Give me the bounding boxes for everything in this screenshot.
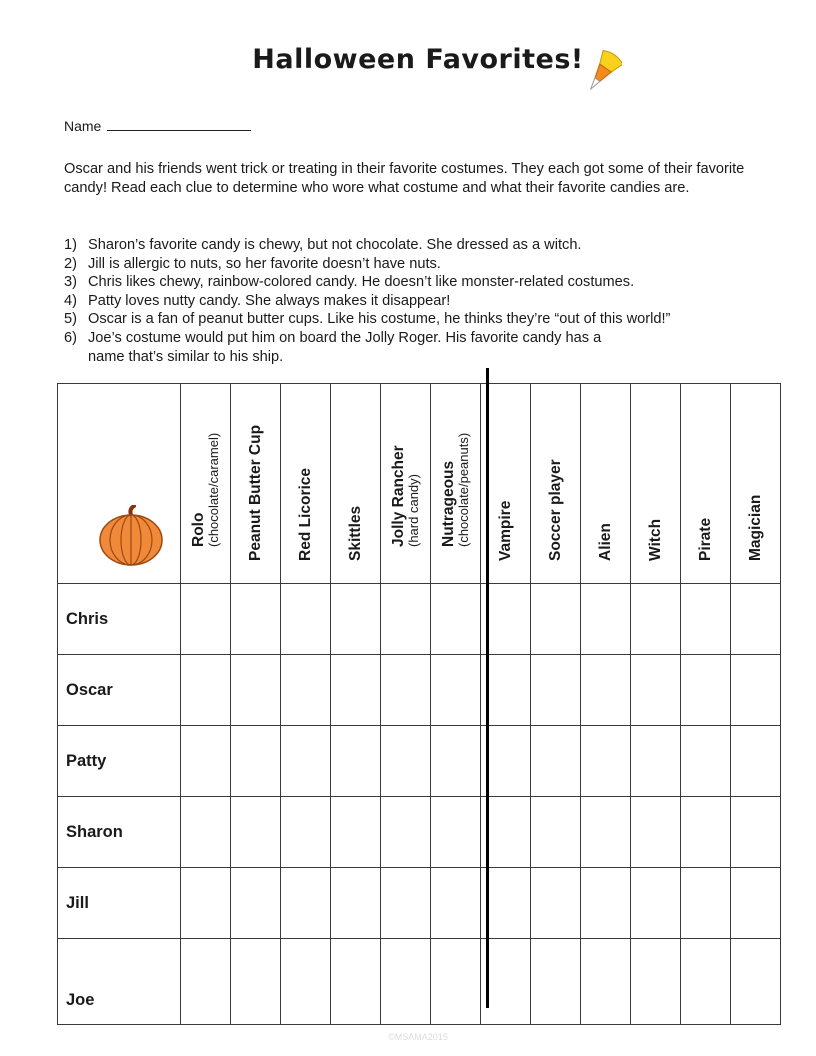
grid-cell[interactable] [281,797,331,868]
row-label: Oscar [58,655,181,726]
grid-cell[interactable] [181,584,231,655]
grid-cell[interactable] [631,868,681,939]
table-row [58,939,781,1025]
clue-item: 3) Chris likes chewy, rainbow-colored candy. He doesn’t like monster-related costumes. [64,274,635,291]
grid-cell[interactable] [331,726,381,797]
grid-cell[interactable] [681,939,731,1025]
column-header: Jolly Rancher (hard candy) [381,384,431,584]
clue-item: 1) Sharon’s favorite candy is chewy, but not chocolate. She dressed as a witch. [64,237,582,253]
grid-cell[interactable] [531,726,581,797]
grid-cell[interactable] [431,584,481,655]
candy-costume-divider [486,368,489,1008]
grid-cell[interactable] [331,939,381,1025]
table-row [58,584,781,655]
table-row [58,868,781,939]
grid-cell[interactable] [181,726,231,797]
grid-cell[interactable] [581,868,631,939]
grid-cell[interactable] [431,939,481,1025]
grid-cell[interactable] [731,868,781,939]
grid-cell[interactable] [581,797,631,868]
grid-cell[interactable] [281,655,331,726]
page-title: Halloween Favorites! [252,44,584,75]
name-label: Name [64,118,102,134]
grid-cell[interactable] [331,868,381,939]
row-label: Joe [58,939,181,1025]
grid-cell[interactable] [181,939,231,1025]
clue-item: 5) Oscar is a fan of peanut butter cups. Like his costume, he thinks they’re “out of this world!” [64,311,671,328]
row-label: Chris [58,584,181,655]
grid-cell[interactable] [181,797,231,868]
grid-cell[interactable] [381,726,431,797]
name-blank-line[interactable] [107,118,251,131]
grid-cell[interactable] [331,797,381,868]
grid-cell[interactable] [381,868,431,939]
watermark: ©MSAMA2015 [388,1032,448,1042]
candy-corn-icon [582,50,622,96]
grid-cell[interactable] [231,939,281,1025]
pumpkin-icon [98,505,164,567]
grid-cell[interactable] [681,797,731,868]
row-label: Jill [58,868,181,939]
grid-cell[interactable] [181,868,231,939]
row-label: Patty [58,726,181,797]
column-header: Magician [731,384,781,584]
column-header: Witch [631,384,681,584]
column-header: Rolo (chocolate/caramel) [181,384,231,584]
grid-cell[interactable] [531,939,581,1025]
column-header: Vampire [481,384,531,584]
column-header: Red Licorice [281,384,331,584]
grid-cell[interactable] [681,726,731,797]
table-row [58,655,781,726]
grid-cell[interactable] [631,584,681,655]
grid-cell[interactable] [581,655,631,726]
column-header: Skittles [331,384,381,584]
grid-cell[interactable] [431,655,481,726]
name-field[interactable] [64,118,251,134]
grid-cell[interactable] [531,797,581,868]
grid-cell[interactable] [531,868,581,939]
column-header: Nutrageous (chocolate/peanuts) [431,384,481,584]
grid-cell[interactable] [181,655,231,726]
grid-cell[interactable] [681,655,731,726]
column-header: Peanut Butter Cup [231,384,281,584]
grid-cell[interactable] [581,939,631,1025]
clue-list [64,236,804,366]
grid-cell[interactable] [381,939,431,1025]
table-row [58,726,781,797]
grid-cell[interactable] [331,655,381,726]
grid-cell[interactable] [231,868,281,939]
grid-cell[interactable] [731,939,781,1025]
clue-item: 2) Jill is allergic to nuts, so her favorite doesn’t have nuts. [64,255,441,272]
column-header: Soccer player [531,384,581,584]
grid-cell[interactable] [281,939,331,1025]
grid-cell[interactable] [731,655,781,726]
column-header: Alien [581,384,631,584]
grid-cell[interactable] [231,655,281,726]
grid-cell[interactable] [731,797,781,868]
grid-cell[interactable] [431,868,481,939]
table-row [58,797,781,868]
grid-cell[interactable] [231,797,281,868]
grid-cell[interactable] [631,655,681,726]
grid-cell[interactable] [231,726,281,797]
grid-cell[interactable] [331,584,381,655]
grid-cell[interactable] [631,797,681,868]
grid-cell[interactable] [381,797,431,868]
grid-cell[interactable] [281,868,331,939]
logic-grid [57,383,781,1025]
grid-cell[interactable] [531,655,581,726]
intro-paragraph: Oscar and his friends went trick or treating in their favorite costumes. They each got some of their favorite candy! Read each clue to determine who wore what costume and what their favorite candies are. [64,161,745,196]
grid-cell[interactable] [581,726,631,797]
grid-cell[interactable] [631,726,681,797]
grid-cell[interactable] [581,584,631,655]
grid-cell[interactable] [631,939,681,1025]
grid-cell[interactable] [681,868,731,939]
grid-cell[interactable] [381,584,431,655]
clue-item: 6) Joe’s costume would put him on board the Jolly Roger. His favorite candy has a name that’s similar to his ship. [64,329,602,365]
row-label: Sharon [58,797,181,868]
grid-cell[interactable] [431,726,481,797]
grid-cell[interactable] [231,584,281,655]
grid-cell[interactable] [281,584,331,655]
grid-cell[interactable] [431,797,481,868]
header-row [58,384,781,584]
grid-cell[interactable] [281,726,331,797]
grid-cell[interactable] [681,584,731,655]
grid-cell[interactable] [731,584,781,655]
grid-cell[interactable] [381,655,431,726]
column-header: Pirate [681,384,731,584]
grid-cell[interactable] [531,584,581,655]
grid-cell[interactable] [731,726,781,797]
clue-item: 4) Patty loves nutty candy. She always makes it disappear! [64,292,451,309]
